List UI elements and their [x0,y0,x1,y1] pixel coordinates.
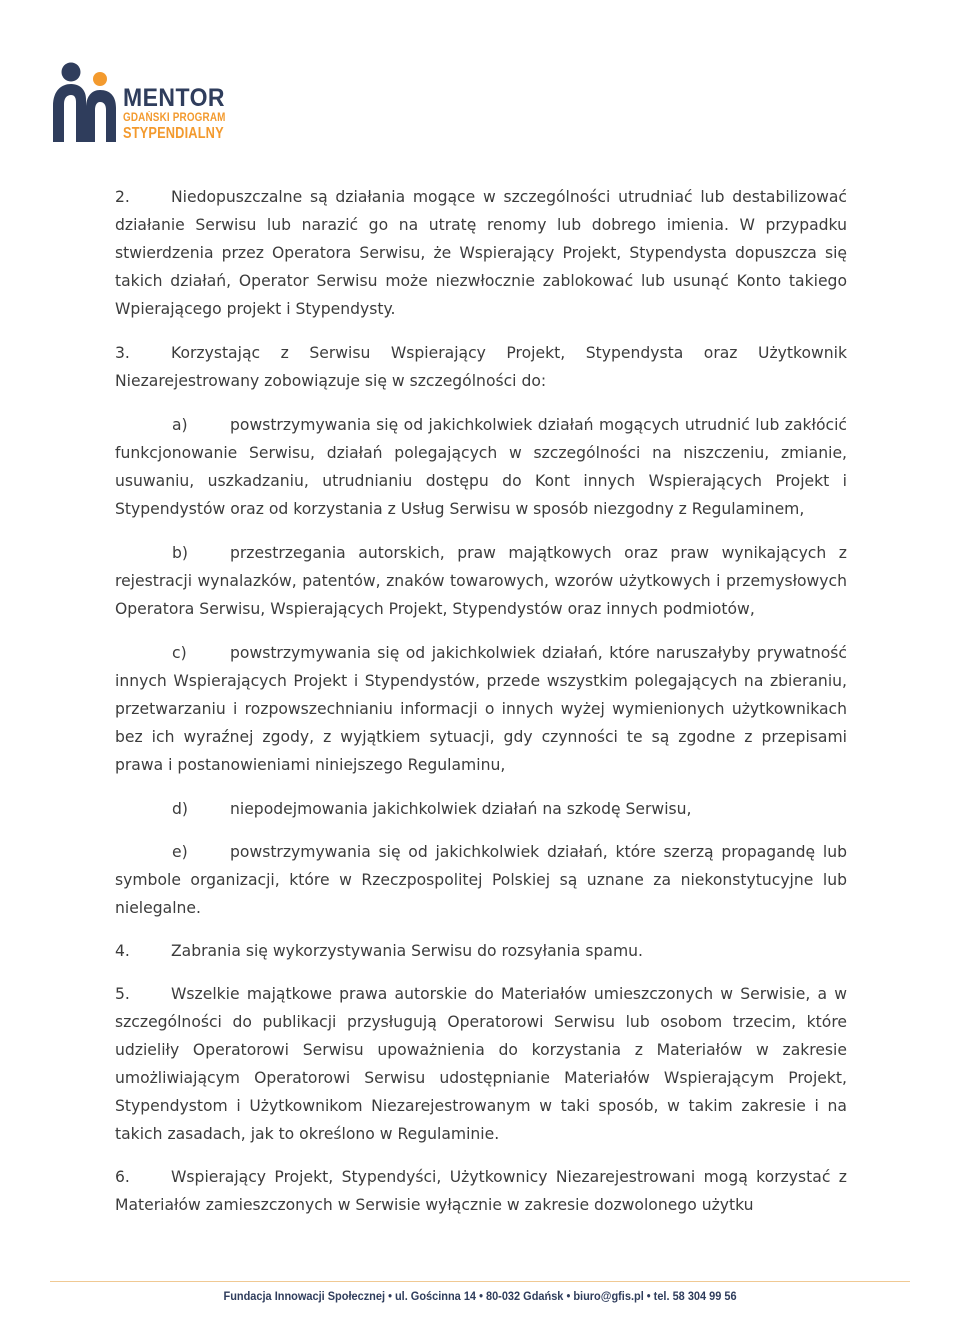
paragraph-text: Wszelkie majątkowe prawa autorskie do Materiałów umieszczonych w Serwisie, a w szczególności do publikacji przysługują Operatorowi Serwisu lub osobom trzecim, które udzieliły Operatorowi Serwisu upoważnienia do korzystania z Materiałów w zakresie umożliwiającym Operatorowi Serwisu udostępnianie Materiałów Wspierającym Projekt, Stypendystom i Użytkownikom Niezarejestrowanym w taki sposób, w takim zakresie i na takich zasadach, jak to określono w Regulaminie. [115,985,847,1143]
logo-subtitle-line1: GDAŃSKI PROGRAM [123,112,226,124]
paragraph-number: 3. [115,344,130,362]
paragraph-6 [115,1163,847,1219]
paragraph-number: 5. [115,985,130,1003]
document-body [115,183,847,1219]
list-item-letter: e) [172,843,188,861]
list-item-c [115,639,847,779]
paragraph-3 [115,339,847,395]
paragraph-text: Wspierający Projekt, Stypendyści, Użytkownicy Niezarejestrowani mogą korzystać z Materiałów zamieszczonych w Serwisie wyłącznie w zakresie dozwolonego użytku [115,1168,847,1214]
paragraph-number: 4. [115,942,130,960]
paragraph-number: 6. [115,1168,130,1186]
list-item-e [115,838,847,922]
list-item-letter: a) [172,416,188,434]
list-item-b [115,539,847,623]
mentor-logo [52,62,232,146]
footer-contact [0,1289,960,1303]
footer-text: Fundacja Innowacji Społecznej • ul. Gościnna 14 • 80-032 Gdańsk • biuro@gfis.pl • tel. 58 304 99 56 [223,1289,737,1303]
paragraph-2 [115,183,847,323]
list-item-letter: b) [172,544,188,562]
list-item-a [115,411,847,523]
mentor-people-icon [52,62,122,146]
logo-title: MENTOR [123,84,226,112]
list-item-letter: c) [172,644,187,662]
paragraph-text: Zabrania się wykorzystywania Serwisu do rozsyłania spamu. [171,942,643,960]
list-item-text: przestrzegania autorskich, praw majątkowych oraz praw wynikających z rejestracji wynalazków, patentów, znaków towarowych, wzorów użytkowych i przemysłowych Operatora Serwisu, Wspierających Projekt, Stypendystów oraz innych podmiotów, [115,544,847,618]
list-item-text: powstrzymywania się od jakichkolwiek działań mogących utrudnić lub zakłócić funkcjonowanie Serwisu, działań polegających w szczególności na niszczeniu, zmianie, usuwaniu, uszkadzaniu, utrudnianiu dostępu do Kont innych Wspierających Projekt i Stypendystów oraz od korzystania z Usług Serwisu w sposób niezgodny z Regulaminem, [115,416,847,518]
list-item-text: niepodejmowania jakichkolwiek działań na szkodę Serwisu, [230,800,692,818]
paragraph-number: 2. [115,188,130,206]
footer-divider [50,1281,910,1282]
paragraph-text: Niedopuszczalne są działania mogące w szczególności utrudniać lub destabilizować działanie Serwisu lub narazić go na utratę renomy lub dobrego imienia. W przypadku stwierdzenia przez Operatora Serwisu, że Wspierający Projekt, Stypendysta dopuszcza się takich działań, Operator Serwisu może niezwłocznie zablokować lub usunąć Konto takiego Wpierającego projekt i Stypendysty. [115,188,847,318]
list-item-text: powstrzymywania się od jakichkolwiek działań, które szerzą propagandę lub symbole organizacji, które w Rzeczpospolitej Polskiej są uznane za niekonstytucyjne lub nielegalne. [115,843,847,917]
list-item-letter: d) [172,800,188,818]
paragraph-5 [115,980,847,1148]
list-item-text: powstrzymywania się od jakichkolwiek działań, które naruszałyby prywatność innych Wspierających Projekt i Stypendystów, przede wszystkim polegających na zbieraniu, przetwarzaniu i rozpowszechnianiu informacji o innych wyżej wymienionych użytkownikach bez ich wyraźnej zgody, z wyjątkiem sytuacji, gdy czynności te są zgodne z przepisami prawa i postanowieniami niniejszego Regulaminu, [115,644,847,774]
logo-subtitle-line2: STYPENDIALNY [123,124,224,142]
paragraph-text: Korzystając z Serwisu Wspierający Projekt, Stypendysta oraz Użytkownik Niezarejestrowany zobowiązuje się w szczególności do: [115,344,847,390]
paragraph-4 [115,937,847,965]
list-item-d [115,795,847,823]
